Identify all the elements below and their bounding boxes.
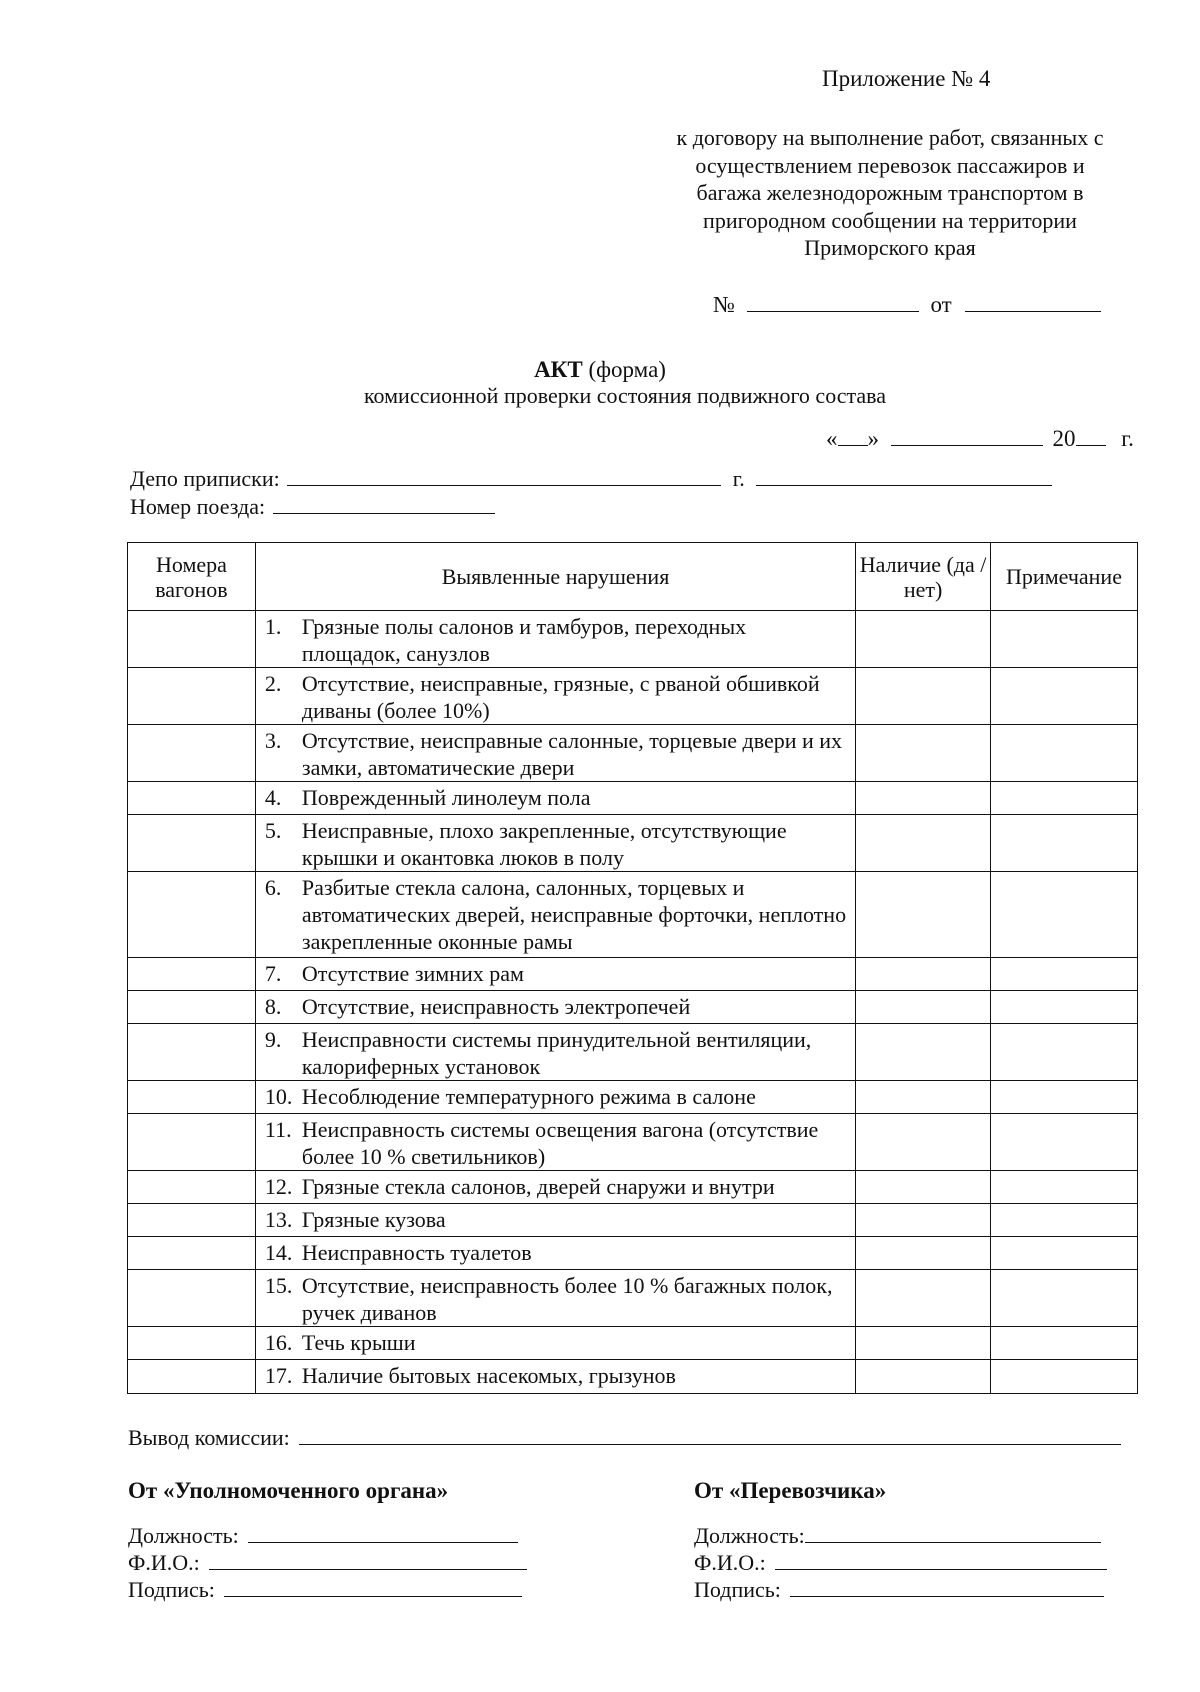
note-cell[interactable]: [991, 1237, 1138, 1270]
position-label: Должность:: [694, 1523, 805, 1548]
act-title-main: АКТ: [534, 357, 583, 382]
note-cell[interactable]: [991, 1024, 1138, 1081]
violation-cell: [255, 1327, 855, 1360]
right-signature-field[interactable]: [790, 1576, 1104, 1597]
header-wagons: Номера вагонов: [128, 543, 256, 611]
table-row: [128, 725, 1138, 782]
wagon-cell[interactable]: [128, 668, 256, 725]
left-signature-field[interactable]: [224, 1576, 522, 1597]
violation-text: Грязные кузова: [301, 1207, 446, 1232]
note-cell[interactable]: [991, 1270, 1138, 1327]
table-row: [128, 991, 1138, 1024]
train-number-field[interactable]: [273, 493, 495, 514]
violation-number: 10.: [264, 1084, 293, 1109]
conclusion-field[interactable]: [299, 1424, 1121, 1445]
presence-cell[interactable]: [856, 1081, 991, 1114]
presence-cell[interactable]: [856, 1327, 991, 1360]
header-presence: Наличие (да / нет): [856, 543, 991, 611]
note-cell[interactable]: [991, 872, 1138, 958]
violation-number: 13.: [264, 1207, 293, 1232]
header-violations: Выявленные нарушения: [255, 543, 855, 611]
note-cell[interactable]: [991, 725, 1138, 782]
presence-cell[interactable]: [856, 872, 991, 958]
violation-text: Грязные полы салонов и тамбуров, переходных площадок, санузлов: [301, 614, 747, 666]
presence-cell[interactable]: [856, 815, 991, 872]
date-close-quote: »: [867, 426, 879, 451]
date-open-quote: «: [826, 426, 838, 451]
violation-text: Неисправности системы принудительной вентиляции, калориферных установок: [301, 1027, 812, 1079]
violation-number: 16.: [264, 1330, 293, 1355]
wagon-cell[interactable]: [128, 1270, 256, 1327]
wagon-cell[interactable]: [128, 1360, 256, 1394]
depot-row: [130, 465, 1052, 492]
table-row: [128, 1360, 1138, 1394]
violation-cell: [255, 668, 855, 725]
table-row: [128, 668, 1138, 725]
depot-field[interactable]: [287, 465, 721, 486]
violation-cell: [255, 1270, 855, 1327]
violation-number: 15.: [264, 1273, 293, 1298]
day-field[interactable]: [838, 425, 868, 446]
violation-cell: [255, 1204, 855, 1237]
table-row: [128, 1270, 1138, 1327]
violation-number: 3.: [264, 728, 282, 753]
presence-cell[interactable]: [856, 611, 991, 668]
wagon-cell[interactable]: [128, 725, 256, 782]
violation-cell: [255, 611, 855, 668]
table-row: [128, 1024, 1138, 1081]
presence-cell[interactable]: [856, 1237, 991, 1270]
violation-text: Несоблюдение температурного режима в салоне: [301, 1084, 756, 1109]
table-row: [128, 782, 1138, 815]
violation-text: Отсутствие, неисправные салонные, торцевые двери и их замки, автоматические двери: [301, 728, 843, 780]
signature-right-title: От «Перевозчика»: [694, 1478, 887, 1503]
violation-number: 6.: [264, 875, 282, 900]
wagon-cell[interactable]: [128, 991, 256, 1024]
violation-text: Наличие бытовых насекомых, грызунов: [301, 1363, 676, 1388]
contract-number-field[interactable]: [747, 291, 919, 312]
table-row: [128, 611, 1138, 668]
table-row: [128, 815, 1138, 872]
presence-cell[interactable]: [856, 725, 991, 782]
wagon-cell[interactable]: [128, 1204, 256, 1237]
month-field[interactable]: [891, 425, 1043, 446]
presence-cell[interactable]: [856, 1114, 991, 1171]
violation-number: 7.: [264, 961, 282, 986]
city-field[interactable]: [756, 465, 1052, 486]
conclusion-label: Вывод комиссии:: [128, 1425, 290, 1450]
train-label: Номер поезда:: [130, 494, 266, 519]
wagon-cell[interactable]: [128, 1081, 256, 1114]
violation-text: Отсутствие, неисправные, грязные, с рваной обшивкой диваны (более 10%): [301, 671, 820, 723]
violation-number: 11.: [264, 1117, 292, 1142]
wagon-cell[interactable]: [128, 958, 256, 991]
presence-cell[interactable]: [856, 1204, 991, 1237]
table-row: [128, 1327, 1138, 1360]
violation-text: Отсутствие зимних рам: [301, 961, 524, 986]
table-row: [128, 1081, 1138, 1114]
presence-cell[interactable]: [856, 958, 991, 991]
from-label: от: [930, 292, 952, 317]
note-cell[interactable]: [991, 991, 1138, 1024]
table-row: [128, 1204, 1138, 1237]
wagon-cell[interactable]: [128, 1237, 256, 1270]
table-header-row: [128, 543, 1138, 611]
violation-cell: [255, 872, 855, 958]
violation-cell: [255, 991, 855, 1024]
violation-cell: [255, 958, 855, 991]
violation-cell: [255, 725, 855, 782]
note-cell[interactable]: [991, 1171, 1138, 1204]
violation-text: Грязные стекла салонов, дверей снаружи и внутри: [301, 1174, 775, 1199]
table-row: [128, 1237, 1138, 1270]
note-cell[interactable]: [991, 1360, 1138, 1394]
violation-cell: [255, 1114, 855, 1171]
note-cell[interactable]: [991, 1114, 1138, 1171]
violation-number: 4.: [264, 785, 282, 810]
violations-table: [127, 542, 1138, 1394]
violation-number: 14.: [264, 1240, 293, 1265]
note-cell[interactable]: [991, 815, 1138, 872]
contract-line: пригородном сообщении на территории: [703, 207, 1077, 233]
presence-cell[interactable]: [856, 991, 991, 1024]
violation-number: 12.: [264, 1174, 293, 1199]
violation-cell: [255, 815, 855, 872]
signature-right-name-row: [694, 1549, 1107, 1576]
presence-cell[interactable]: [856, 1171, 991, 1204]
violation-text: Течь крыши: [301, 1330, 416, 1355]
note-cell[interactable]: [991, 1204, 1138, 1237]
presence-cell[interactable]: [856, 1024, 991, 1081]
contract-line: багажа железнодорожным транспортом в: [696, 180, 1084, 205]
note-cell[interactable]: [991, 611, 1138, 668]
violation-text: Разбитые стекла салона, салонных, торцевых и автоматических дверей, неисправные форточки, неплотно закрепленные оконные рамы: [301, 875, 847, 954]
note-cell[interactable]: [991, 958, 1138, 991]
violation-number: 2.: [264, 671, 282, 696]
signature-left-title: От «Уполномоченного органа»: [128, 1478, 449, 1503]
violation-number: 9.: [264, 1027, 282, 1052]
right-name-field[interactable]: [775, 1549, 1107, 1570]
table-row: [128, 1114, 1138, 1171]
table-row: [128, 872, 1138, 958]
name-label: Ф.И.О.:: [128, 1550, 200, 1575]
violation-number: 5.: [264, 818, 282, 843]
violation-cell: [255, 1171, 855, 1204]
signature-label: Подпись:: [694, 1577, 781, 1602]
presence-cell[interactable]: [856, 782, 991, 815]
act-subtitle: комиссионной проверки состояния подвижного состава: [363, 383, 887, 408]
signature-right-sign-row: [694, 1576, 1104, 1603]
year-suffix: г.: [1121, 426, 1134, 451]
presence-cell[interactable]: [856, 1270, 991, 1327]
city-label: г.: [732, 466, 745, 491]
signature-left-sign-row: [128, 1576, 522, 1603]
header-note: Примечание: [991, 543, 1138, 611]
table-row: [128, 958, 1138, 991]
table-row: [128, 1171, 1138, 1204]
contract-number-row: [713, 291, 1101, 318]
wagon-cell[interactable]: [128, 1171, 256, 1204]
signature-left-position-row: [128, 1522, 518, 1549]
violation-cell: [255, 782, 855, 815]
violation-cell: [255, 1081, 855, 1114]
violation-text: Отсутствие, неисправность более 10 % багажных полок, ручек диванов: [301, 1273, 833, 1325]
violation-cell: [255, 1237, 855, 1270]
violation-text: Отсутствие, неисправность электропечей: [301, 994, 691, 1019]
note-cell[interactable]: [991, 1081, 1138, 1114]
presence-cell[interactable]: [856, 1360, 991, 1394]
act-title: [0, 357, 1200, 383]
conclusion-row: [128, 1424, 1121, 1451]
wagon-cell[interactable]: [128, 815, 256, 872]
violation-text: Поврежденный линолеум пола: [301, 785, 591, 810]
wagon-cell[interactable]: [128, 1024, 256, 1081]
signature-left-name-row: [128, 1549, 527, 1576]
violation-number: 8.: [264, 994, 282, 1019]
violation-text: Неисправность туалетов: [301, 1240, 532, 1265]
contract-line: к договору на выполнение работ, связанных с: [676, 125, 1104, 150]
wagon-cell[interactable]: [128, 782, 256, 815]
note-cell[interactable]: [991, 668, 1138, 725]
left-name-field[interactable]: [209, 1549, 527, 1570]
number-label: №: [713, 292, 735, 317]
wagon-cell[interactable]: [128, 1114, 256, 1171]
note-cell[interactable]: [991, 1327, 1138, 1360]
violation-text: Неисправные, плохо закрепленные, отсутствующие крышки и окантовка люков в полу: [301, 818, 787, 870]
wagon-cell[interactable]: [128, 872, 256, 958]
year-prefix: 20: [1052, 426, 1076, 451]
act-date-row: [826, 425, 1134, 452]
contract-date-field[interactable]: [965, 291, 1101, 312]
violation-cell: [255, 1360, 855, 1394]
signature-right-position-row: [694, 1522, 1101, 1549]
contract-line: осуществлением перевозок пассажиров и: [695, 152, 1085, 178]
violation-number: 17.: [264, 1363, 293, 1388]
name-label: Ф.И.О.:: [694, 1550, 766, 1575]
contract-line: Приморского края: [804, 235, 976, 260]
signature-label: Подпись:: [128, 1577, 215, 1602]
violation-number: 1.: [264, 614, 282, 639]
contract-reference: [610, 124, 1170, 262]
right-position-field[interactable]: [805, 1522, 1101, 1543]
violation-text: Неисправность системы освещения вагона (отсутствие более 10 % светильников): [301, 1117, 819, 1169]
wagon-cell[interactable]: [128, 611, 256, 668]
wagon-cell[interactable]: [128, 1327, 256, 1360]
train-row: [130, 493, 495, 520]
depot-label: Депо приписки:: [130, 466, 280, 491]
presence-cell[interactable]: [856, 668, 991, 725]
note-cell[interactable]: [991, 782, 1138, 815]
act-title-form: (форма): [588, 357, 666, 382]
left-position-field[interactable]: [248, 1522, 518, 1543]
violation-cell: [255, 1024, 855, 1081]
position-label: Должность:: [128, 1523, 239, 1548]
year-field[interactable]: [1076, 425, 1106, 446]
appendix-label: Приложение № 4: [822, 66, 991, 91]
